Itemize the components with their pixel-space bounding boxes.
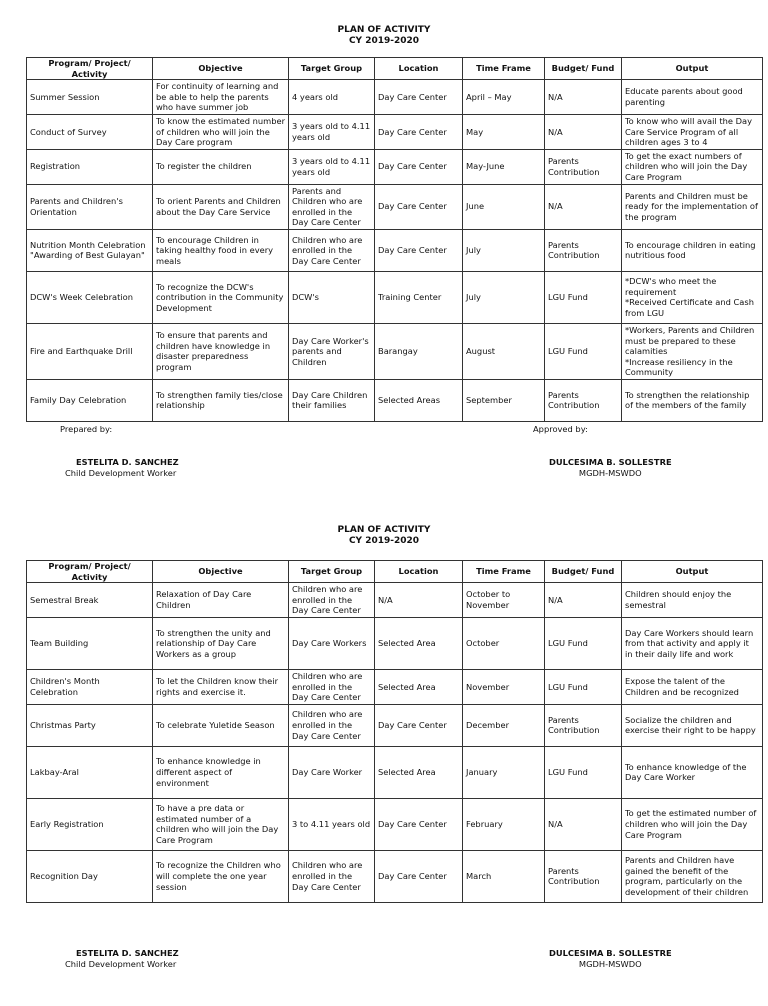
table-cell: To get the exact numbers of children who will join the Day Care Program: [622, 149, 763, 184]
table-cell: October to November: [463, 583, 545, 618]
table-cell: July: [463, 271, 545, 323]
table-cell: To encourage children in eating nutritious food: [622, 229, 763, 271]
table-cell: Parents and Children who are enrolled in the Day Care Center: [289, 184, 375, 229]
table-cell: *DCW's who meet the requirement *Received Certificate and Cash from LGU: [622, 271, 763, 323]
column-header: Target Group: [289, 58, 375, 80]
table-cell: August: [463, 323, 545, 379]
approver-title: MGDH-MSWDO: [578, 959, 642, 969]
table-row: [27, 798, 763, 850]
approved-by-label: Approved by:: [533, 424, 588, 434]
table-cell: Barangay: [375, 323, 463, 379]
table-cell: May-June: [463, 149, 545, 184]
column-header: Time Frame: [463, 58, 545, 80]
table-cell: Parents and Children's Orientation: [27, 184, 153, 229]
table-cell: To know who will avail the Day Care Service Program of all children ages 3 to 4: [622, 114, 763, 149]
table-cell: 3 to 4.11 years old: [289, 798, 375, 850]
table-cell: To register the children: [153, 149, 289, 184]
table-cell: DCW's Week Celebration: [27, 271, 153, 323]
table-cell: Socialize the children and exercise their right to be happy: [622, 704, 763, 746]
table-cell: LGU Fund: [545, 323, 622, 379]
table-cell: September: [463, 379, 545, 421]
table-cell: To let the Children know their rights and exercise it.: [153, 669, 289, 704]
table-cell: Selected Area: [375, 617, 463, 669]
table-cell: Children who are enrolled in the Day Care Center: [289, 229, 375, 271]
table-cell: July: [463, 229, 545, 271]
table-cell: February: [463, 798, 545, 850]
table-cell: To orient Parents and Children about the Day Care Service: [153, 184, 289, 229]
table-cell: Children should enjoy the semestral: [622, 583, 763, 618]
preparer-title: Child Development Worker: [65, 468, 177, 478]
table-cell: Day Care Center: [375, 704, 463, 746]
table-cell: Selected Area: [375, 669, 463, 704]
table-cell: January: [463, 746, 545, 798]
table-cell: To strengthen family ties/close relationship: [153, 379, 289, 421]
table-cell: N/A: [545, 184, 622, 229]
approver-name: DULCESIMA B. SOLLESTRE: [549, 457, 672, 467]
table-cell: To enhance knowledge in different aspect of environment: [153, 746, 289, 798]
table-cell: Day Care Workers should learn from that activity and apply it in their daily life and work: [622, 617, 763, 669]
column-header: Objective: [153, 561, 289, 583]
table-cell: Day Care Center: [375, 798, 463, 850]
table-row: [27, 114, 763, 149]
table-cell: Day Care Worker: [289, 746, 375, 798]
table-cell: To ensure that parents and children have knowledge in disaster preparedness program: [153, 323, 289, 379]
table-cell: To know the estimated number of children who will join the Day Care program: [153, 114, 289, 149]
table-cell: Semestral Break: [27, 583, 153, 618]
table-cell: June: [463, 184, 545, 229]
table-cell: Nutrition Month Celebration "Awarding of Best Gulayan": [27, 229, 153, 271]
table-cell: N/A: [545, 80, 622, 115]
table-cell: To recognize the Children who will complete the one year session: [153, 850, 289, 902]
column-header: Output: [622, 58, 763, 80]
approver-name: DULCESIMA B. SOLLESTRE: [549, 948, 672, 958]
table-cell: Children who are enrolled in the Day Care Center: [289, 669, 375, 704]
table-cell: Selected Area: [375, 746, 463, 798]
preparer-name: ESTELITA D. SANCHEZ: [76, 457, 179, 467]
table-cell: April – May: [463, 80, 545, 115]
table-cell: LGU Fund: [545, 746, 622, 798]
table-cell: Conduct of Survey: [27, 114, 153, 149]
table-cell: Christmas Party: [27, 704, 153, 746]
column-header: Time Frame: [463, 561, 545, 583]
column-header: Budget/ Fund: [545, 58, 622, 80]
table-header-row: [27, 561, 763, 583]
table-row: [27, 149, 763, 184]
plan-title: [0, 25, 768, 47]
table-cell: Fire and Earthquake Drill: [27, 323, 153, 379]
table-cell: Educate parents about good parenting: [622, 80, 763, 115]
table-cell: LGU Fund: [545, 271, 622, 323]
column-header: Location: [375, 561, 463, 583]
table-cell: To strengthen the relationship of the members of the family: [622, 379, 763, 421]
table-cell: Children who are enrolled in the Day Care Center: [289, 850, 375, 902]
plan-title-line1: PLAN OF ACTIVITY: [337, 25, 431, 35]
approver-signature-block: [549, 457, 672, 479]
table-row: [27, 617, 763, 669]
column-header: Output: [622, 561, 763, 583]
plan-title-line2: CY 2019-2020: [348, 36, 420, 46]
table-cell: Selected Areas: [375, 379, 463, 421]
table-cell: Summer Session: [27, 80, 153, 115]
table-row: [27, 746, 763, 798]
table-cell: To enhance knowledge of the Day Care Worker: [622, 746, 763, 798]
table-cell: To recognize the DCW's contribution in the Community Development: [153, 271, 289, 323]
activity-table: [26, 560, 763, 903]
preparer-signature-block: [65, 948, 179, 970]
table-cell: May: [463, 114, 545, 149]
table-cell: November: [463, 669, 545, 704]
table-cell: Parents and Children have gained the benefit of the program, particularly on the development of their children: [622, 850, 763, 902]
table-cell: Day Care Center: [375, 850, 463, 902]
table-cell: LGU Fund: [545, 617, 622, 669]
table-row: [27, 229, 763, 271]
table-row: [27, 583, 763, 618]
table-cell: To strengthen the unity and relationship of Day Care Workers as a group: [153, 617, 289, 669]
table-row: [27, 184, 763, 229]
column-header: Program/ Project/ Activity: [27, 561, 153, 583]
table-cell: To encourage Children in taking healthy food in every meals: [153, 229, 289, 271]
table-cell: Day Care Center: [375, 114, 463, 149]
preparer-title: Child Development Worker: [65, 959, 177, 969]
approver-signature-block: [549, 948, 672, 970]
table-row: [27, 379, 763, 421]
table-cell: Day Care Center: [375, 184, 463, 229]
plan-title-line2: CY 2019-2020: [348, 536, 420, 546]
table-cell: October: [463, 617, 545, 669]
table-cell: To get the estimated number of children who will join the Day Care Program: [622, 798, 763, 850]
table-cell: To have a pre data or estimated number of a children who will join the Day Care Program: [153, 798, 289, 850]
table-row: [27, 850, 763, 902]
column-header: Location: [375, 58, 463, 80]
column-header: Program/ Project/ Activity: [27, 58, 153, 80]
table-row: [27, 271, 763, 323]
approver-title: MGDH-MSWDO: [578, 468, 642, 478]
table-cell: Parents and Children must be ready for the implementation of the program: [622, 184, 763, 229]
table-cell: 3 years old to 4.11 years old: [289, 114, 375, 149]
table-row: [27, 80, 763, 115]
table-cell: Day Care Children their families: [289, 379, 375, 421]
table-cell: Parents Contribution: [545, 704, 622, 746]
preparer-signature-block: [65, 457, 179, 479]
table-cell: Training Center: [375, 271, 463, 323]
column-header: Budget/ Fund: [545, 561, 622, 583]
column-header: Target Group: [289, 561, 375, 583]
table-cell: Family Day Celebration: [27, 379, 153, 421]
table-cell: Day Care Worker's parents and Children: [289, 323, 375, 379]
table-cell: March: [463, 850, 545, 902]
table-cell: Registration: [27, 149, 153, 184]
table-cell: December: [463, 704, 545, 746]
plan-title-line1: PLAN OF ACTIVITY: [337, 525, 431, 535]
table-cell: N/A: [375, 583, 463, 618]
table-cell: For continuity of learning and be able to help the parents who have summer job: [153, 80, 289, 115]
prepared-by-label: Prepared by:: [60, 424, 113, 434]
table-cell: Children's Month Celebration: [27, 669, 153, 704]
table-cell: Children who are enrolled in the Day Care Center: [289, 583, 375, 618]
table-header-row: [27, 58, 763, 80]
activity-table: [26, 57, 763, 422]
table-cell: Day Care Center: [375, 149, 463, 184]
table-cell: *Workers, Parents and Children must be prepared to these calamities *Increase resiliency in the Community: [622, 323, 763, 379]
table-cell: Relaxation of Day Care Children: [153, 583, 289, 618]
table-cell: Team Building: [27, 617, 153, 669]
table-cell: Expose the talent of the Children and be recognized: [622, 669, 763, 704]
table-cell: Lakbay-Aral: [27, 746, 153, 798]
table-cell: LGU Fund: [545, 669, 622, 704]
table-cell: N/A: [545, 583, 622, 618]
column-header: Objective: [153, 58, 289, 80]
preparer-name: ESTELITA D. SANCHEZ: [76, 948, 179, 958]
table-cell: Parents Contribution: [545, 850, 622, 902]
table-cell: Day Care Workers: [289, 617, 375, 669]
plan-title: [0, 525, 768, 547]
table-cell: Parents Contribution: [545, 229, 622, 271]
table-row: [27, 669, 763, 704]
table-cell: Recognition Day: [27, 850, 153, 902]
table-cell: Early Registration: [27, 798, 153, 850]
table-row: [27, 704, 763, 746]
table-row: [27, 323, 763, 379]
table-cell: N/A: [545, 798, 622, 850]
table-cell: 3 years old to 4.11 years old: [289, 149, 375, 184]
table-cell: DCW's: [289, 271, 375, 323]
table-cell: To celebrate Yuletide Season: [153, 704, 289, 746]
table-cell: N/A: [545, 114, 622, 149]
table-cell: 4 years old: [289, 80, 375, 115]
table-cell: Parents Contribution: [545, 379, 622, 421]
table-cell: Day Care Center: [375, 229, 463, 271]
table-cell: Parents Contribution: [545, 149, 622, 184]
table-cell: Children who are enrolled in the Day Care Center: [289, 704, 375, 746]
table-cell: Day Care Center: [375, 80, 463, 115]
